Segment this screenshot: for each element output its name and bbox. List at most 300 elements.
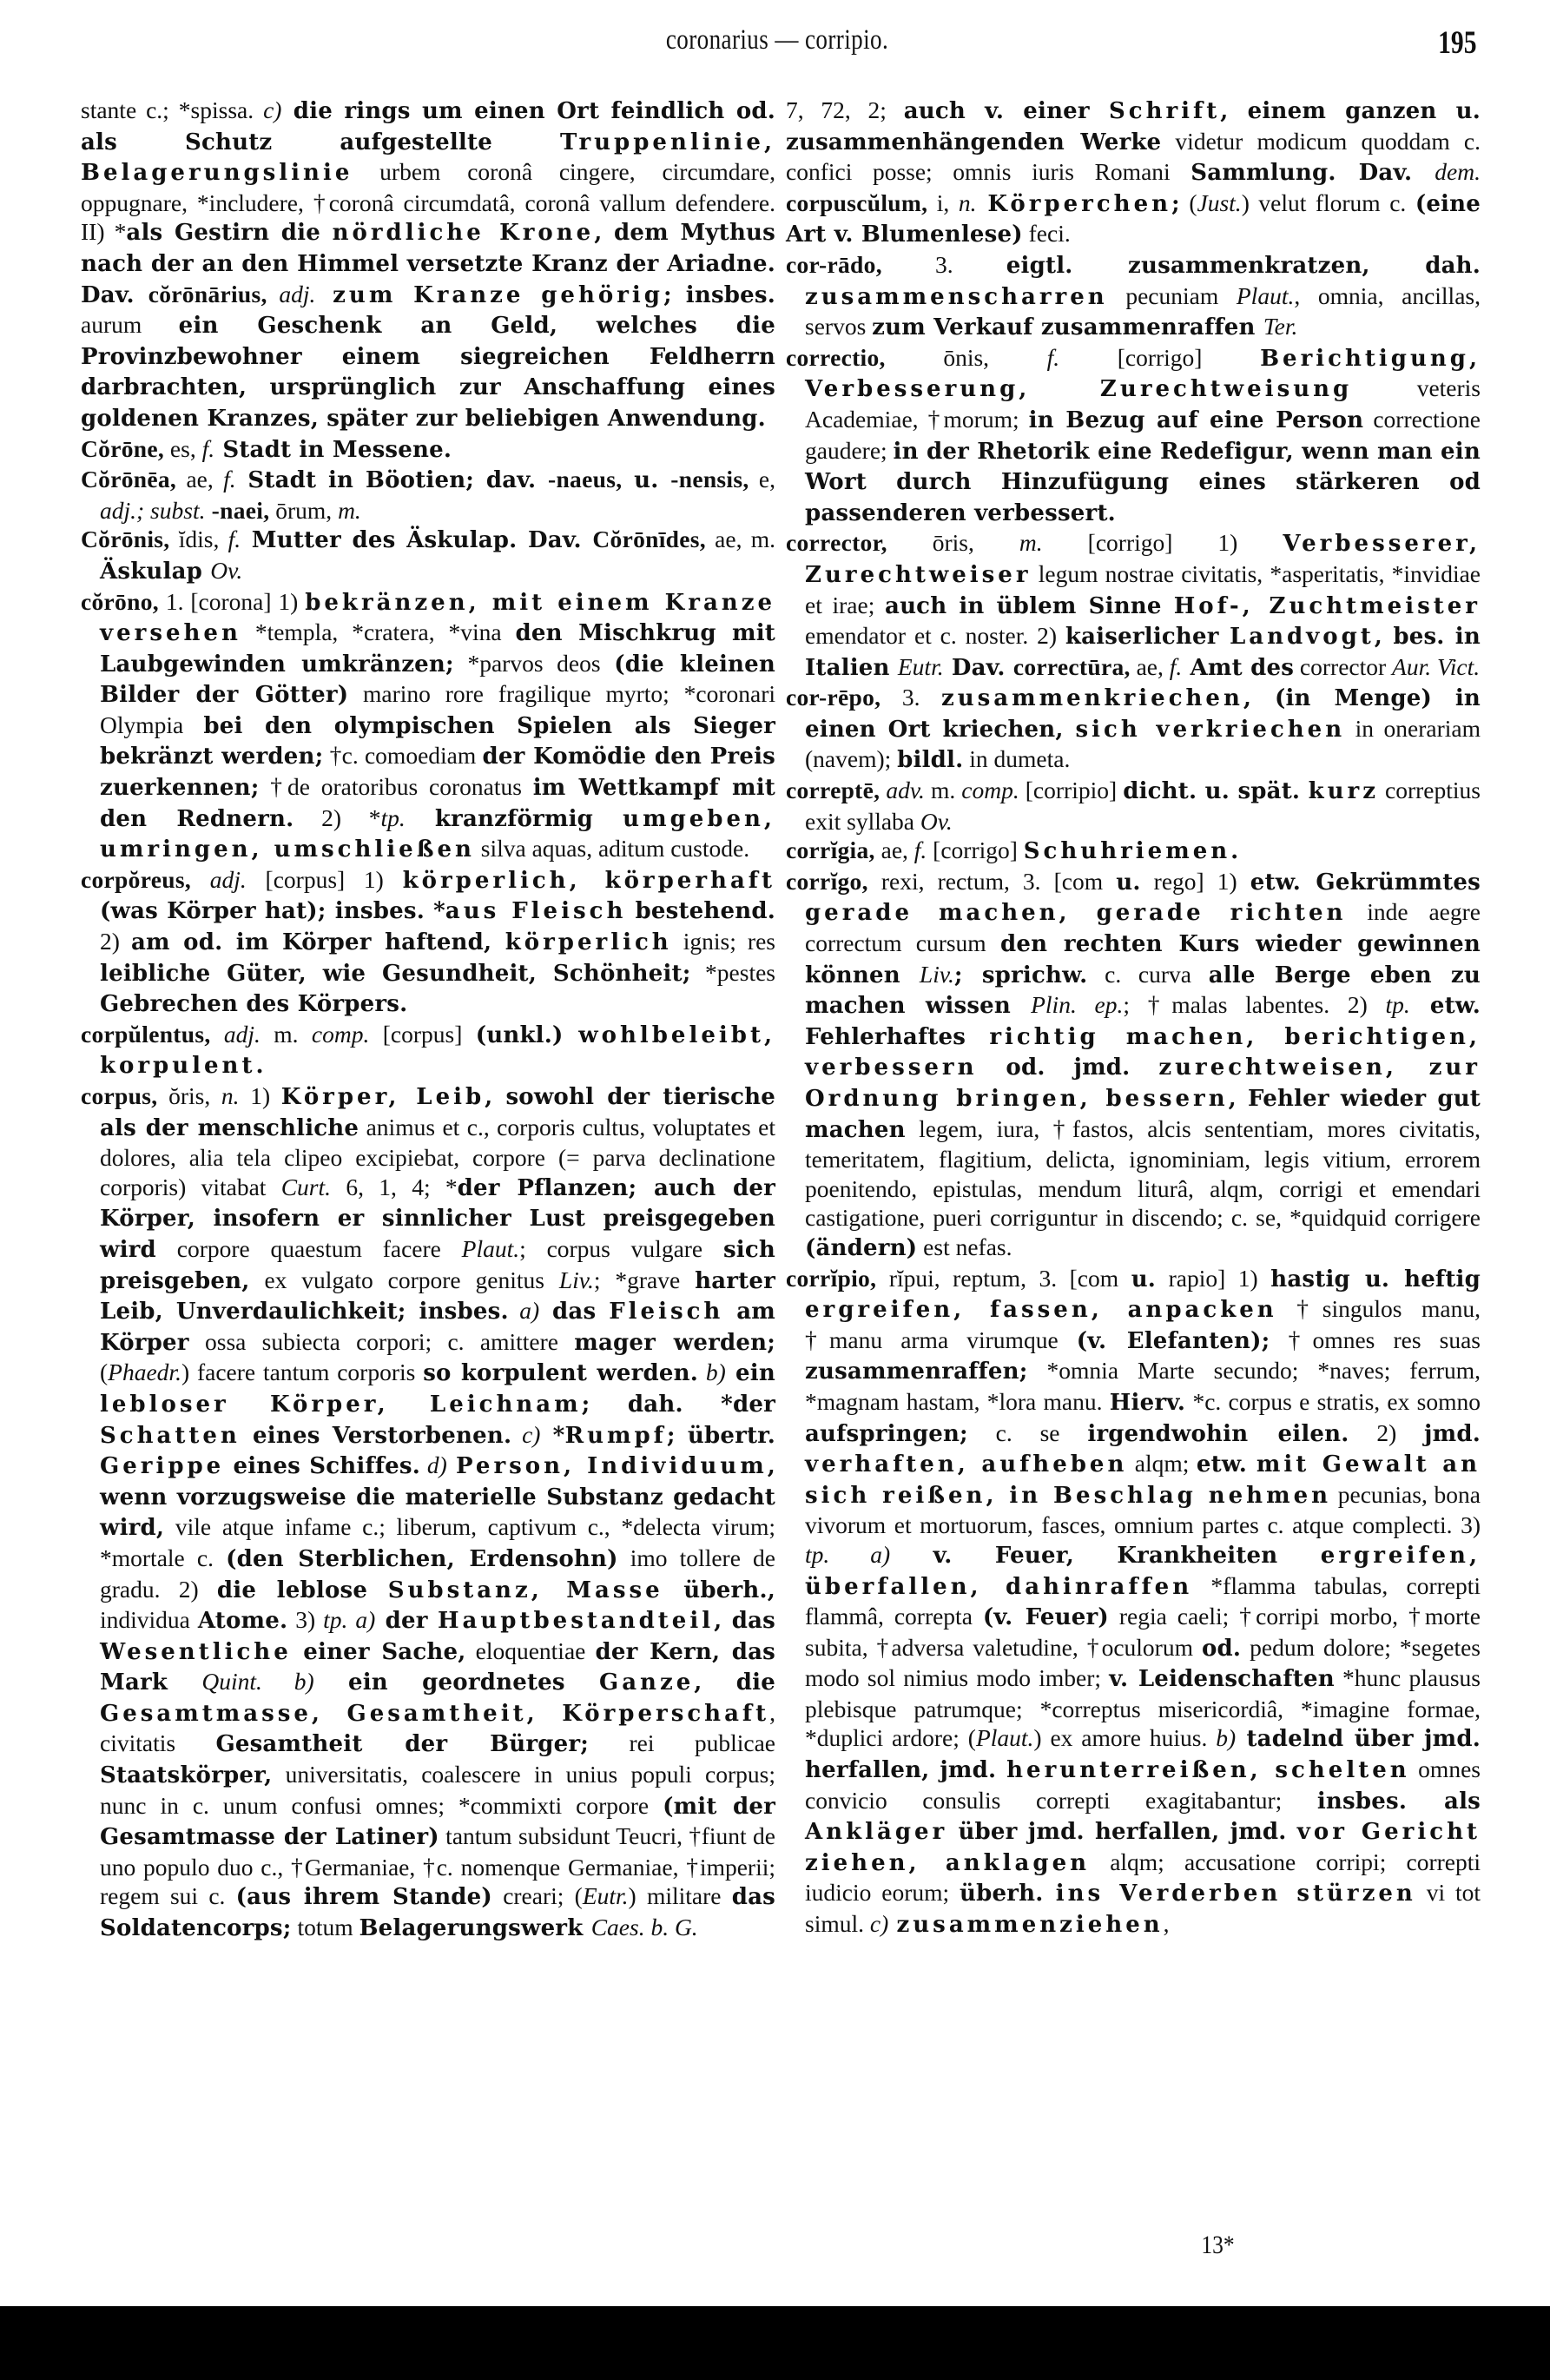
headword: -nensis, xyxy=(670,466,749,493)
entry-text: b) xyxy=(1216,1724,1237,1752)
entry-text: so korpulent werden. xyxy=(423,1360,699,1387)
entry-text: Gerippe xyxy=(100,1453,225,1480)
entry-text: totum xyxy=(291,1914,359,1941)
entry-text: 6, 1, 4; * xyxy=(331,1173,458,1200)
entry-text: alqm; xyxy=(1127,1450,1197,1478)
entry-text: ein geordnetes xyxy=(313,1669,599,1696)
entry-text: (v. Feuer) xyxy=(982,1604,1109,1631)
entry-text: feci. xyxy=(1022,220,1071,248)
entry-text: der Kern, das Mark xyxy=(100,1638,775,1696)
entry-text: ; übertr. xyxy=(666,1422,775,1449)
entry-text xyxy=(888,1912,896,1938)
entry-text: Schatten xyxy=(100,1422,241,1449)
entry-text: Dav. xyxy=(943,654,1013,681)
entry-text: ) ex amore huius. xyxy=(1033,1724,1217,1752)
entry-text: regia caeli; †corripi morbo, †morte subita, †adversa valetudine, †oculorum xyxy=(805,1603,1481,1661)
entry-text: nördliche Krone xyxy=(332,220,595,247)
dictionary-entry xyxy=(786,776,1481,836)
entry-text: rei publicae xyxy=(589,1729,775,1757)
headword: corpuscŭlum, xyxy=(786,188,928,216)
headword: corpŏreus, xyxy=(81,865,191,893)
entry-text: körperlich, körperhaft xyxy=(402,867,775,894)
entry-text: den rechten Kurs wieder gewinnen können xyxy=(805,931,1481,988)
entry-text: 1. [corona] 1) xyxy=(158,587,306,615)
entry-text: eines Verstorbenen. xyxy=(240,1422,512,1449)
entry-text: ae, xyxy=(1130,652,1170,680)
entry-text: ( xyxy=(1179,188,1197,216)
entry-text: jmd. xyxy=(1424,1420,1481,1447)
entry-text: Stadt in Böotien; dav. xyxy=(235,467,548,494)
entry-text: bildl. xyxy=(897,747,964,774)
entry-text: n. xyxy=(958,188,977,216)
entry-text: Landvogt xyxy=(1229,624,1375,651)
entry-text: legum nostrae civitatis, *asperitatis, *invidiae et irae; xyxy=(805,559,1481,618)
entry-text: ein xyxy=(725,1360,775,1387)
entry-text: *flamma tabulas, correpti flammâ, correpta xyxy=(805,1571,1481,1630)
entry-text: tp. a) xyxy=(805,1540,891,1568)
entry-text: Körperchen xyxy=(987,190,1172,217)
entry-text: comp. xyxy=(311,1020,370,1048)
entry-text: od. jmd. xyxy=(977,1054,1159,1081)
entry-text: 3) xyxy=(287,1606,324,1634)
entry-text: ( xyxy=(100,1359,109,1386)
entry-text: zusammenscharren xyxy=(805,283,1108,310)
entry-text: f. xyxy=(223,466,236,493)
entry-text: etw. Gekrümmtes xyxy=(1250,869,1481,896)
entry-text: , xyxy=(1163,1910,1170,1938)
headword: corrĭgo, xyxy=(786,867,868,895)
entry-text: leibliche Güter, wie Gesundheit, Schönheit; xyxy=(100,960,691,987)
entry-text: ae, xyxy=(176,466,224,493)
entry-text: über jmd. herfallen, jmd. xyxy=(947,1819,1297,1846)
entry-text: *templa, *cratera, *vina xyxy=(241,618,516,646)
entry-text: (eine Art v. Blumenlese) xyxy=(786,190,1481,248)
entry-text: körperlich xyxy=(505,929,672,956)
entry-text: den Mischkrug mit Laubgewinden umkränzen; xyxy=(100,620,775,678)
scan-border xyxy=(0,2306,1550,2380)
entry-text: adv. xyxy=(880,777,925,804)
entry-text: Eutr. xyxy=(582,1882,629,1910)
headword: Cŏrōnīdes, xyxy=(592,526,706,553)
entry-text: tadelnd über jmd. herfallen, jmd. xyxy=(805,1726,1481,1784)
entry-text: ; dah. *der xyxy=(581,1391,776,1418)
entry-text: ae, m. xyxy=(705,526,775,553)
entry-text: f. xyxy=(1046,343,1060,371)
entry-text: verhaften, aufheben xyxy=(805,1451,1128,1478)
entry-text: zum Kranze gehörig xyxy=(315,281,663,308)
dictionary-entry xyxy=(81,434,775,466)
entry-text: etw. xyxy=(1196,1451,1256,1478)
entry-text: bestehend. xyxy=(626,898,775,925)
entry-text: , omnia, ancillas, servos xyxy=(805,281,1481,340)
entry-text: silva aquas, aditum custode. xyxy=(474,835,750,863)
entry-text: Person, Individuum xyxy=(456,1453,768,1480)
entry-text: Ter. xyxy=(1263,313,1298,340)
entry-text: wohlbeleibt, korpulent. xyxy=(100,1021,776,1080)
entry-text: stante c.; *spissa. xyxy=(81,96,264,123)
entry-text: veteris Academiae, †morum; xyxy=(805,374,1481,433)
entry-text: *parvos deos xyxy=(453,649,615,677)
entry-text: Ov. xyxy=(920,807,953,835)
entry-text: ) militare xyxy=(628,1882,732,1910)
running-title: coronarius — corripio. xyxy=(665,24,889,56)
dictionary-entry xyxy=(81,865,775,1020)
entry-text: 7, 72, 2; xyxy=(786,96,904,123)
entry-text: Mutter des Äskulap. Dav. xyxy=(241,527,593,554)
entry-text: (mit der Gesamtmasse der Latiner) xyxy=(100,1793,775,1851)
headword: corpŭlentus, xyxy=(81,1020,211,1048)
entry-text: Äskulap xyxy=(100,558,211,585)
entry-continuation xyxy=(81,96,775,434)
entry-text: überh., xyxy=(663,1577,775,1603)
entry-text: lebloser Körper, Leichnam xyxy=(100,1391,582,1418)
entry-text: Hauptbestandteil xyxy=(437,1608,715,1635)
dictionary-entry xyxy=(786,250,1481,343)
entry-text: es, xyxy=(164,434,202,462)
entry-text: tp. a) xyxy=(323,1606,376,1634)
entry-text: rapio] 1) xyxy=(1156,1264,1271,1292)
entry-text: v. Feuer, Krankheiten xyxy=(890,1542,1321,1569)
entry-text: comp. xyxy=(961,777,1019,804)
entry-text: Stadt in Messene. xyxy=(214,436,452,463)
entry-text: (den Sterblichen, Erdensohn) xyxy=(226,1545,618,1572)
entry-text: alqm; accusatione corripi; correpti iudicio eorum; xyxy=(805,1848,1481,1907)
entry-text: 2) * xyxy=(294,803,381,831)
entry-text: , civitatis xyxy=(100,1698,775,1757)
entry-text: zurechtweisen, zur Ordnung bringen, bessern xyxy=(805,1054,1481,1112)
entry-text: Hierv. xyxy=(1109,1389,1186,1416)
entry-text: Gebrechen des Körpers. xyxy=(100,991,408,1018)
entry-text: gerade machen, gerade richten xyxy=(805,900,1347,927)
entry-text: Fleisch xyxy=(609,1299,724,1326)
entry-text: 3. xyxy=(881,250,1006,278)
entry-text: überh. xyxy=(960,1881,1056,1907)
entry-text: correptius exit syllaba xyxy=(805,777,1481,835)
entry-text: alle Berge eben zu machen wissen xyxy=(805,962,1481,1020)
entry-text: vi tot simul. xyxy=(805,1879,1481,1938)
entry-text: mit Gewalt an sich reißen, in Beschlag nehmen xyxy=(805,1451,1481,1509)
entry-text: ex vulgato corpore genitus xyxy=(249,1266,559,1293)
entry-text: Phaedr. xyxy=(108,1359,181,1386)
entry-text: m. xyxy=(338,496,361,524)
entry-text: imo tollere de gradu. 2) xyxy=(100,1544,775,1603)
entry-text: (ändern) xyxy=(805,1234,918,1261)
entry-text xyxy=(447,1453,456,1479)
entry-text: ; sprichw. xyxy=(953,962,1088,988)
dictionary-entry xyxy=(81,525,775,586)
entry-text: a) xyxy=(508,1297,540,1325)
headword: corrector, xyxy=(786,529,887,557)
entry-text: kurz xyxy=(1308,778,1379,805)
entry-text: Verbesserer, Zurechtweiser xyxy=(805,531,1481,588)
entry-text: ĭdis, xyxy=(169,526,228,553)
entry-text: kaiserlicher xyxy=(1065,624,1230,651)
entry-text: tantum subsidunt Teucri, †fiunt de uno populo duo c., †Germaniae, †c. nomenque Germaniae, †imperii; regem sui c. xyxy=(100,1822,776,1910)
entry-text: (unkl.) xyxy=(475,1021,579,1048)
entry-text: (aus ihrem Stande) xyxy=(235,1884,492,1911)
entry-text: u. xyxy=(622,467,671,494)
entry-text: †c. comoediam xyxy=(323,742,483,770)
entry-text: Berichtigung, Verbesserung, Zurechtweisung xyxy=(805,345,1481,403)
entry-text: aus Fleisch xyxy=(445,898,627,925)
entry-text: †omnes res suas xyxy=(1270,1326,1481,1353)
entry-text: Gesamtmasse, Gesamtheit, Körperschaft xyxy=(100,1700,770,1727)
entry-text: correctione gaudere; xyxy=(805,405,1481,464)
entry-text: vile atque infame c.; liberum, captivum c., *delecta virum; *mortale c. xyxy=(100,1513,775,1571)
entry-text: *hunc plausus plebisque patrumque; *correptus misericordiâ, *imagine formae, *duplici ardore; ( xyxy=(805,1664,1481,1752)
entry-text: Schuhriemen. xyxy=(1023,838,1243,865)
entry-text: ae, xyxy=(874,836,914,864)
entry-text: als Gestirn die xyxy=(126,220,333,247)
dictionary-entry xyxy=(786,683,1481,776)
entry-text: , einem ganzen u. zusammenhängenden Werke xyxy=(786,98,1481,155)
entry-text: ; xyxy=(1171,190,1180,217)
entry-text: , (in Menge) in einen Ort kriechen, xyxy=(805,685,1481,743)
entry-text: Plin. ep. xyxy=(1031,991,1124,1019)
entry-text: ōnis, xyxy=(885,343,1047,371)
headword: corpus, xyxy=(81,1082,158,1109)
entry-text: ossa subiecta corpori; c. amittere xyxy=(188,1327,575,1355)
entry-text: rexi, rectum, 3. [com xyxy=(867,867,1117,895)
entry-continuation xyxy=(786,96,1481,250)
entry-text: m. xyxy=(1019,529,1043,557)
entry-text: der Komödie den Preis zuerkennen; xyxy=(100,744,775,802)
entry-text: (die kleinen Bilder der Götter) xyxy=(100,651,775,709)
entry-text: ; *grave xyxy=(593,1266,696,1293)
entry-text: der xyxy=(375,1608,438,1635)
entry-text: Aur. Vict. xyxy=(1392,652,1481,680)
entry-text: Quint. b) xyxy=(201,1668,314,1696)
entry-text: pecunias, bona vivorum et mortuorum, fasces, omnium partes c. atque complecti. 3) xyxy=(805,1480,1481,1539)
entry-text: , das xyxy=(714,1608,775,1635)
entry-text: , wenn vorzugsweise die materielle Substanz gedacht wird, xyxy=(100,1453,775,1542)
entry-text: est nefas. xyxy=(917,1233,1012,1260)
entry-text: adj.; subst. xyxy=(100,496,206,524)
entry-text: ; †malas labentes. 2) xyxy=(1123,991,1386,1019)
entry-text: adj. xyxy=(210,1020,261,1048)
entry-text: legem, iura, †fastos, alcis sententiam, mores civitatis, temeritatem, flagitium, delicta, ignominiam, legis vitium, errorem poenitendo, epistulas, mendum liturâ, alqm, corrigi et emendari castigatione, pueri corriguntur in discendo; c. se, *quidquid corrigere xyxy=(805,1114,1481,1232)
entry-text: eines Schiffes. xyxy=(224,1453,421,1480)
headword: -naeus, xyxy=(548,466,623,493)
dictionary-entry xyxy=(81,465,775,525)
entry-text: od. xyxy=(1201,1635,1242,1662)
entry-text: ) facere tantum corporis xyxy=(181,1359,424,1386)
entry-text: die leblose xyxy=(216,1577,388,1603)
entry-text: omnes convicio consulis correpti exagitabantur; xyxy=(805,1755,1481,1814)
entry-text: c. se xyxy=(967,1418,1088,1446)
entry-text: ; corpus vulgare xyxy=(519,1234,723,1262)
entry-text: bei den olympischen Spielen als Sieger bekränzt werden; xyxy=(100,712,775,770)
entry-text: Hof-, Zuchtmeister xyxy=(1173,592,1481,619)
entry-text: eigtl. zusammenkratzen, dah. xyxy=(1006,252,1481,279)
entry-text: ergreifen, überfallen, dahinraffen xyxy=(805,1542,1481,1600)
entry-text: b) xyxy=(698,1359,726,1386)
entry-text: [corrigo] xyxy=(927,836,1024,864)
entry-text: eloquentiae xyxy=(465,1636,596,1664)
entry-text: Ov. xyxy=(210,556,243,584)
entry-text: n. xyxy=(221,1082,240,1109)
entry-text: u. xyxy=(1116,869,1141,896)
entry-text: aufspringen; xyxy=(805,1420,968,1447)
entry-text: e, xyxy=(749,466,776,493)
entry-text: in der Rhetorik eine Redefigur, wenn man ein Wort durch Hinzufügung eines stärkeren od passenderen verbessert. xyxy=(805,438,1481,526)
entry-text: ŏris, xyxy=(157,1082,221,1109)
dictionary-entry xyxy=(81,1020,775,1081)
entry-text: zusammenkriechen xyxy=(940,685,1243,712)
entry-text: , die xyxy=(694,1669,775,1696)
entry-text: Belagerungswerk xyxy=(359,1915,591,1942)
entry-text: auch in üblem Sinne xyxy=(885,592,1174,619)
entry-text: in onerariam (navem); xyxy=(805,714,1481,773)
headword: corrĭgia, xyxy=(786,836,875,864)
entry-text: sich verkriechen xyxy=(1075,716,1346,743)
dictionary-entry xyxy=(786,528,1481,683)
entry-text: ōrum, xyxy=(269,496,339,524)
entry-text: 2) xyxy=(100,928,131,955)
entry-text: †de oratoribus coronatus xyxy=(259,773,533,801)
entry-text: ōris, xyxy=(887,529,1019,557)
entry-text: Körper, Leib xyxy=(280,1084,485,1110)
entry-text: aurum xyxy=(81,311,179,339)
entry-text: Substanz, Masse xyxy=(387,1577,663,1603)
entry-text: * xyxy=(540,1422,565,1449)
entry-text: universitatis, coalescere in unius populi corpus; nunc in c. unum confusi omnes; *commixti corpore xyxy=(100,1761,775,1819)
entry-text: v. Leidenschaften xyxy=(1109,1666,1335,1693)
entry-text: Eutr. xyxy=(897,652,944,680)
entry-text: [corripio] xyxy=(1019,777,1124,804)
entry-text: sich preisgeben, xyxy=(100,1236,776,1294)
entry-text: 1) xyxy=(239,1082,281,1109)
entry-text: das Soldatencorps; xyxy=(100,1884,776,1942)
entry-text: Truppenlinie, Belagerungslinie xyxy=(81,129,775,187)
entry-text: im Wettkampf mit den Rednern. xyxy=(100,775,775,832)
entry-text: ) velut florum c. xyxy=(1241,188,1415,216)
entry-text: corrector xyxy=(1294,652,1393,680)
entry-text: harter Leib, Unverdaulichkeit; insbes. xyxy=(100,1267,775,1326)
page-header xyxy=(78,24,1476,76)
entry-text: f. xyxy=(1169,652,1183,680)
entry-text: Ankläger xyxy=(805,1819,948,1846)
headword: corrĭpio, xyxy=(786,1264,877,1292)
headword: -naei, xyxy=(205,496,270,524)
entry-text: †singulos manu, †manu arma virumque xyxy=(805,1295,1481,1353)
dictionary-entry xyxy=(786,343,1481,529)
entry-text: zusammenraffen; xyxy=(805,1359,1028,1385)
entry-text: tp. xyxy=(380,803,406,831)
headword: cor-rādo, xyxy=(786,250,882,278)
headword: Cŏrōne, xyxy=(81,434,165,462)
entry-text: videtur modicum quoddam c. confici posse; omnis iuris Romani xyxy=(786,127,1481,186)
entry-text: zusammenziehen xyxy=(896,1912,1164,1939)
entry-text: [corrigo] 1) xyxy=(1042,529,1283,557)
entry-text: emendator et c. noster. 2) xyxy=(805,622,1065,650)
entry-text: ins Verderben stürzen xyxy=(1055,1881,1416,1907)
entry-text: zum Verkauf zusammenraffen xyxy=(872,314,1263,341)
entry-text: f. xyxy=(914,836,927,864)
entry-text: Plaut. xyxy=(461,1234,520,1262)
entry-text: c) xyxy=(869,1910,889,1938)
entry-text: in dumeta. xyxy=(963,745,1071,773)
entry-text: 3. xyxy=(881,684,941,711)
entry-text: ; insbes. xyxy=(663,281,775,308)
entry-text: , Fehler wieder gut machen xyxy=(805,1086,1481,1143)
entry-text: , sowohl der tierische als der menschliche xyxy=(100,1084,775,1141)
entry-text: f. xyxy=(201,434,215,462)
entry-text: dicht. u. spät. xyxy=(1123,778,1309,805)
dictionary-entry xyxy=(786,867,1481,1264)
headword: correctio, xyxy=(786,343,886,371)
dictionary-entry xyxy=(81,587,775,865)
headword: cŏrōno, xyxy=(81,587,159,615)
entry-text: ignis; res xyxy=(671,928,775,955)
entry-text: c) xyxy=(511,1420,541,1448)
entry-text: Curt. xyxy=(280,1173,332,1200)
right-column xyxy=(786,96,1481,1940)
headword: correctūra, xyxy=(1012,652,1131,680)
entry-text: dem. xyxy=(1435,158,1481,186)
entry-text: rego] 1) xyxy=(1140,867,1250,895)
entry-text: i, xyxy=(927,188,959,216)
entry-text: 2) xyxy=(1349,1418,1425,1446)
entry-text: [corpus] xyxy=(369,1020,476,1048)
entry-text: etw. Fehlerhaftes xyxy=(805,993,1481,1050)
entry-text: auch v. einer xyxy=(903,98,1109,124)
entry-text: c) xyxy=(263,96,282,123)
entry-text: der Pflanzen; auch der Körper, insofern er sinnlicher Lust preisgegeben wird xyxy=(100,1174,775,1263)
entry-text: Gesamtheit der Bürger; xyxy=(215,1731,590,1758)
dictionary-entry xyxy=(81,1081,775,1944)
entry-text: bekränzen, mit einem Kranze versehen xyxy=(100,589,775,647)
entry-text: Atome. xyxy=(197,1608,288,1635)
entry-text: Schrift xyxy=(1108,98,1221,124)
entry-text: marino rore fragilique myrto; *coronari Olympia xyxy=(100,680,775,738)
entry-text: pecuniam xyxy=(1107,281,1237,309)
entry-text: Liv. xyxy=(919,960,954,988)
entry-text: einer Sache, xyxy=(291,1638,466,1665)
entry-text: ein Geschenk an Geld, welches die Provinzbewohner einem siegreichen Feldherrn darbrachten, ursprünglich zur Anschaffung eines goldenen Kranzes, später zur beliebigen Anwendung. xyxy=(81,313,775,432)
entry-text: Sammlung. Dav. xyxy=(1191,160,1435,187)
entry-text: d) xyxy=(420,1451,447,1479)
entry-text: vor Gericht ziehen, anklagen xyxy=(805,1819,1481,1876)
headword: Cŏrōnis, xyxy=(81,526,170,553)
entry-text: das xyxy=(539,1299,610,1326)
dictionary-entry xyxy=(786,836,1481,867)
entry-text: in Bezug auf eine Person xyxy=(1028,407,1364,433)
entry-text: m. xyxy=(260,1020,312,1048)
headword: cŏrōnārius, xyxy=(148,280,267,307)
entry-text: m. xyxy=(924,777,962,804)
entry-text: die rings um einen Ort feindlich od. als Schutz aufgestellte xyxy=(81,98,775,155)
entry-text: [corpus] 1) xyxy=(246,865,403,893)
entry-text: pedum dolore; *segetes modo sol nimius modo imber; xyxy=(805,1633,1481,1692)
entry-text: individua xyxy=(100,1606,198,1634)
dictionary-entry xyxy=(786,1264,1481,1940)
entry-text: *c. corpus e stratis, ex somno xyxy=(1185,1387,1481,1415)
entry-text: u. xyxy=(1131,1266,1157,1292)
entry-text: corpore quaestum facere xyxy=(155,1234,462,1262)
entry-text: c. curva xyxy=(1087,960,1209,988)
entry-text: rĭpui, reptum, 3. [com xyxy=(876,1264,1131,1292)
page-number: 195 xyxy=(1437,25,1476,61)
entry-text: insbes. als xyxy=(1316,1788,1481,1815)
entry-text: *pestes xyxy=(690,958,775,986)
entry-text: Staatskörper, xyxy=(100,1762,273,1789)
headword: cor-rēpo, xyxy=(786,684,881,711)
entry-text: kranzförmig xyxy=(405,805,623,832)
entry-text: (v. Elefanten); xyxy=(1076,1327,1270,1354)
entry-text: Liv. xyxy=(558,1266,594,1293)
entry-text: Plaut. xyxy=(975,1724,1034,1752)
